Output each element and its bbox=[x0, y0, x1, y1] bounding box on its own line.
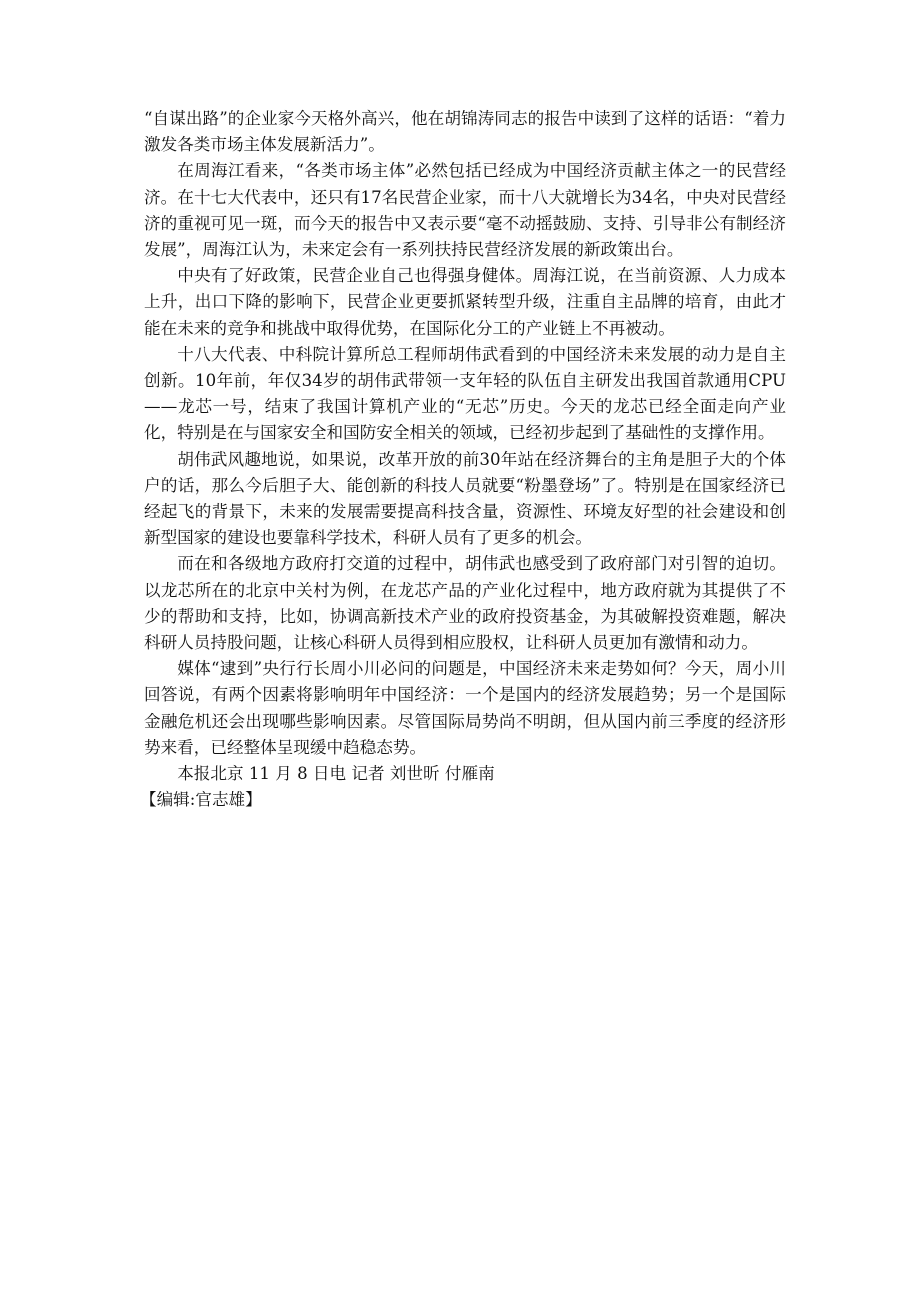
editor-credit: 【编辑:官志雄】 bbox=[140, 790, 262, 810]
article-paragraph: 而在和各级地方政府打交道的过程中，胡伟武也感受到了政府部门对引智的迫切。以龙芯所在的北京中关村为例，在龙芯产品的产业化过程中，地方政府就为其提供了不少的帮助和支持，比如，协调高新技术产业的政府投资基金，为其破解投资难题，解决科研人员持股问题，让核心科研人员得到相应股权，让科研人员更加有激情和动力。 bbox=[144, 554, 786, 653]
article-paragraph: 媒体“逮到”央行行长周小川必问的问题是，中国经济未来走势如何？今天，周小川回答说，有两个因素将影响明年中国经济：一个是国内的经济发展趋势；另一个是国际金融危机还会出现哪些影响因素。尽管国际局势尚不明朗，但从国内前三季度的经济形势来看，已经整体呈现缓中趋稳态势。 bbox=[144, 659, 786, 757]
article-paragraph: 在周海江看来，“各类市场主体”必然包括已经成为中国经济贡献主体之一的民营经济。在十七大代表中，还只有17名民营企业家，而十八大就增长为34名，中央对民营经济的重视可见一斑，而今天的报告中又表示要“毫不动摇鼓励、支持、引导非公有制经济发展”，周海江认为，未来定会有一系列扶持民营经济发展的新政策出台。 bbox=[144, 161, 786, 260]
article-paragraph: 中央有了好政策，民营企业自己也得强身健体。周海江说，在当前资源、人力成本上升，出口下降的影响下，民营企业更要抓紧转型升级，注重自主品牌的培育，由此才能在未来的竞争和挑战中取得优势，在国际化分工的产业链上不再被动。 bbox=[144, 266, 786, 338]
article-paragraph: “自谋出路”的企业家今天格外高兴，他在胡锦涛同志的报告中读到了这样的话语：“着力激发各类市场主体发展新活力”。 bbox=[144, 109, 786, 155]
article-body bbox=[140, 106, 786, 813]
article-paragraph: 胡伟武风趣地说，如果说，改革开放的前30年站在经济舞台的主角是胆子大的个体户的话，那么今后胆子大、能创新的科技人员就要“粉墨登场”了。特别是在国家经济已经起飞的背景下，未来的发展需要提高科技含量，资源性、环境友好型的社会建设和创新型国家的建设也要靠科学技术，科研人员有了更多的机会。 bbox=[144, 449, 786, 548]
article-paragraph: 十八大代表、中科院计算所总工程师胡伟武看到的中国经济未来发展的动力是自主创新。10年前，年仅34岁的胡伟武带领一支年轻的队伍自主研发出我国首款通用CPU——龙芯一号，结束了我国计算机产业的“无芯”历史。今天的龙芯已经全面走向产业化，特别是在与国家安全和国防安全相关的领域，已经初步起到了基础性的支撑作用。 bbox=[144, 344, 786, 443]
article-byline: 本报北京 11 月 8 日电 记者 刘世昕 付雁南 bbox=[177, 764, 495, 784]
